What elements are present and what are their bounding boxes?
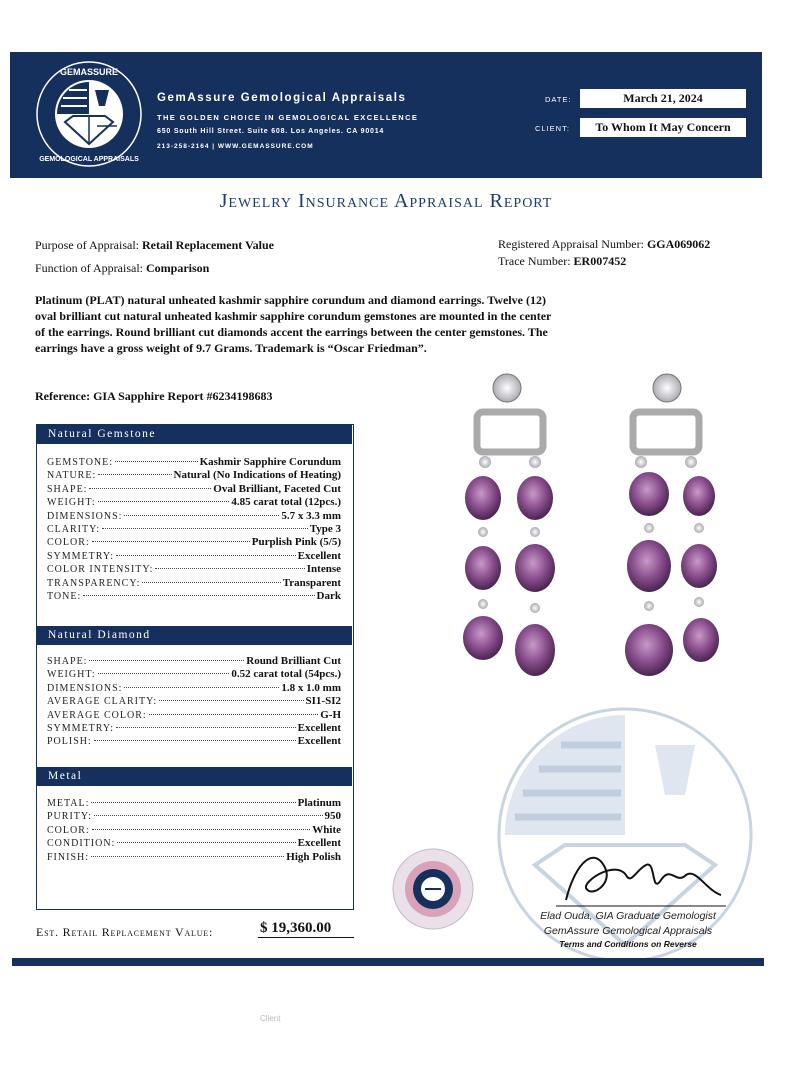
spec-value: 5.7 x 3.3 mm [281,509,341,522]
purpose-of-appraisal [35,238,274,253]
spec-value: Intense [306,563,341,576]
diamond-spec-row [47,722,341,735]
function-value: Comparison [146,261,210,275]
header-banner [10,52,762,178]
function-label: Function of Appraisal: [35,261,143,275]
gemstone-spec-row [47,550,341,563]
metal-spec-row [47,797,341,810]
diamond-spec-row [47,695,341,708]
leader-dots [89,488,211,489]
spec-label: TONE: [47,590,82,602]
earrings-photo [445,370,745,690]
leader-dots [98,501,230,502]
leader-dots [94,815,323,816]
leader-dots [102,528,308,529]
seal-text-bottom: GEMOLOGICAL APPRAISALS [39,156,139,163]
spec-label: DIMENSIONS: [47,510,123,522]
spec-label: FINISH: [47,851,90,863]
spec-value: Type 3 [309,522,341,535]
spec-value: Round Brilliant Cut [246,655,341,667]
reg-value: GGA069062 [646,237,711,251]
spec-value: 4.85 carat total (12pcs.) [231,496,341,509]
appraiser-signature [556,840,726,910]
gemstone-spec-row [47,510,341,523]
spec-label: WEIGHT: [47,497,96,509]
leader-dots [116,555,296,556]
footer-bar [12,958,764,966]
leader-dots [149,714,319,715]
spec-value: Excellent [297,837,341,850]
spec-label: WEIGHT: [47,669,96,681]
function-of-appraisal [35,261,209,276]
date-value: March 21, 2024 [580,89,746,108]
diamond-spec-row [47,668,341,681]
leader-dots [124,515,279,516]
leader-dots [115,461,198,462]
spec-value: Dark [316,589,341,602]
section-header-diamond: Natural Diamond [37,626,352,645]
gemstone-spec-row [47,523,341,536]
client-label: CLIENT: [535,124,570,133]
report-title: Jewelry Insurance Appraisal Report [219,190,553,212]
company-seal-logo [35,60,143,168]
gemstone-spec-row [47,483,341,496]
gemstone-rows [47,456,341,603]
spec-label: CONDITION: [47,838,116,850]
gemstone-spec-row [47,536,341,549]
appraiser-name: Elad Ouda, GIA Graduate Gemologist [540,910,716,922]
leader-dots [92,541,250,542]
company-address: 650 South Hill Street. Suite 608. Los Angeles. CA 90014 [157,128,385,135]
hologram-seal [392,848,474,930]
gemstone-spec-row [47,496,341,509]
gemstone-spec-row [47,563,341,576]
ghost-text: Client [260,1014,281,1023]
metal-spec-row [47,810,341,823]
left-earring [463,374,555,676]
spec-value: White [312,823,341,836]
spec-value: Excellent [297,721,341,734]
spec-value: SI1-SI2 [305,695,341,708]
company-contact: 213-258-2164 | WWW.GEMASSURE.COM [157,143,314,150]
leader-dots [92,829,311,830]
right-earring [625,374,719,676]
section-header-gemstone: Natural Gemstone [37,425,352,444]
spec-label: NATURE: [47,470,97,482]
spec-value: Kashmir Sapphire Corundum [199,456,341,468]
reg-label: Registered Appraisal Number: [498,237,644,251]
leader-dots [98,474,171,475]
gemstone-spec-row [47,469,341,482]
gemstone-spec-row [47,456,341,469]
spec-value: High Polish [286,850,341,863]
spec-label: COLOR INTENSITY: [47,564,154,576]
diamond-spec-row [47,682,341,695]
gemstone-spec-row [47,590,341,603]
diamond-spec-row [47,709,341,722]
leader-dots [155,568,304,569]
spec-label: POLISH: [47,736,92,748]
spec-label: SYMMETRY: [47,550,114,562]
seal-text-top: GEMASSURE [59,67,119,77]
spec-label: COLOR: [47,537,90,549]
spec-value: Natural (No Indications of Heating) [173,469,341,482]
specification-panel [36,424,354,910]
company-name: GemAssure Gemological Appraisals [157,92,407,104]
spec-value: Excellent [297,735,341,748]
trace-label: Trace Number: [498,254,571,268]
date-label: DATE: [545,95,572,104]
reference-line: Reference: GIA Sapphire Report #6234198683 [35,389,273,403]
leader-dots [94,740,296,741]
spec-value: G-H [320,708,341,721]
spec-value: Oval Brilliant, Faceted Cut [213,482,341,495]
section-header-metal: Metal [37,767,352,786]
spec-label: CLARITY: [47,523,101,535]
metal-spec-row [47,851,341,864]
spec-value: 1.8 x 1.0 mm [281,681,341,694]
spec-label: SHAPE: [47,483,88,495]
leader-dots [159,700,303,701]
leader-dots [83,595,314,596]
replacement-value-label: Est. Retail Replacement Value: [36,925,214,939]
terms-note: Terms and Conditions on Reverse [559,939,697,949]
spec-label: AVERAGE COLOR: [47,709,147,721]
trace-number [498,254,626,269]
leader-dots [124,687,279,688]
spec-value: Excellent [297,549,341,562]
leader-dots [98,673,230,674]
spec-value: Purplish Pink (5/5) [251,536,341,549]
purpose-label: Purpose of Appraisal: [35,238,139,252]
leader-dots [142,582,280,583]
spec-label: PURITY: [47,811,92,823]
spec-label: SHAPE: [47,656,88,667]
diamond-spec-row [47,735,341,748]
purpose-value: Retail Replacement Value [142,238,274,252]
diamond-spec-row [47,655,341,668]
spec-label: COLOR: [47,824,90,836]
client-value: To Whom It May Concern [580,118,746,137]
spec-label: DIMENSIONS: [47,682,123,694]
leader-dots [116,727,296,728]
leader-dots [117,842,295,843]
spec-label: TRANSPARENCY: [47,577,141,589]
appraiser-company: GemAssure Gemological Appraisals [543,925,713,937]
spec-value: 950 [324,810,341,823]
spec-label: AVERAGE CLARITY: [47,696,158,708]
diamond-rows [47,655,341,749]
company-tagline: THE GOLDEN CHOICE IN GEMOLOGICAL EXCELLENCE [157,113,419,122]
replacement-value-amount: $ 19,360.00 [258,920,354,938]
leader-dots [91,856,284,857]
spec-value: Transparent [282,576,341,589]
spec-label: GEMSTONE: [47,457,114,468]
spec-label: METAL: [47,798,90,809]
spec-label: SYMMETRY: [47,722,114,734]
spec-value: Platinum [297,797,341,809]
spec-value: 0.52 carat total (54pcs.) [231,668,341,681]
leader-dots [89,660,244,661]
metal-rows [47,797,341,864]
metal-spec-row [47,824,341,837]
trace-value: ER007452 [573,254,627,268]
item-description: Platinum (PLAT) natural unheated kashmir sapphire corundum and diamond earrings. Twelve (12) oval brilliant cut natural unheated kashmir sapphire corundum gemstones are mounted in the center of the earrings. Round brilliant cut diamonds accent the earrings between the center gemstones. The earrings have a gross weight of 9.7 Grams. Trademark is “Oscar Friedman”. [35,293,552,355]
metal-spec-row [47,837,341,850]
registered-appraisal-number [498,237,710,252]
gemstone-spec-row [47,577,341,590]
leader-dots [91,802,295,803]
